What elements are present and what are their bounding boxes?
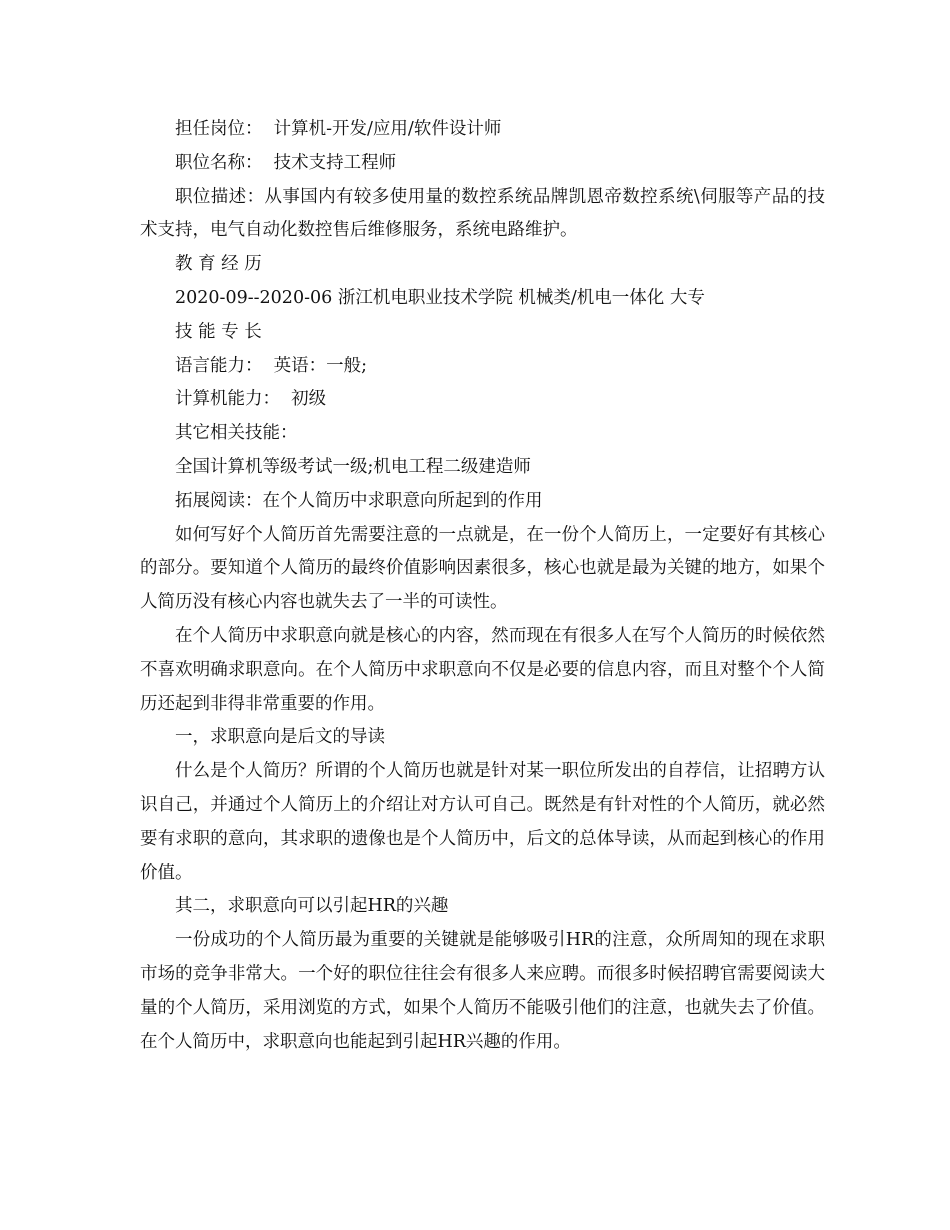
education-entry: 2020-09--2020-06 浙江机电职业技术学院 机械类/机电一体化 大专 [175,287,705,308]
education-heading: 教 育 经 历 [175,254,262,275]
extended-reading-title: 拓展阅读：在个人简历中求职意向所起到的作用 [175,490,543,511]
section-heading-two: 其二，求职意向可以引起HR的兴趣 [175,896,449,917]
document-body [140,113,825,1059]
computer-skill-line: 计算机能力： 初级 [175,389,327,410]
body-paragraph: 如何写好个人简历首先需要注意的一点就是，在一份个人简历上，一定要好有其核心的部分。要知道个人简历的最终价值影响因素很多，核心也就是最为关键的地方，如果个人简历没有核心内容也就失去了一半的可读性。 [140,524,825,613]
body-paragraph: 在个人简历中求职意向就是核心的内容，然而现在有很多人在写个人简历的时候依然不喜欢明确求职意向。在个人简历中求职意向不仅是必要的信息内容，而且对整个个人简历还起到非得非常重要的作用。 [140,625,825,714]
job-description-paragraph: 职位描述：从事国内有较多使用量的数控系统品牌凯恩帝数控系统\伺服等产品的技术支持，电气自动化数控售后维修服务，系统电路维护。 [140,186,825,241]
body-paragraph: 什么是个人简历？所谓的个人简历也就是针对某一职位所发出的自荐信，让招聘方认识自己，并通过个人简历上的介绍让对方认可自己。既然是有针对性的个人简历，就必然要有求职的意向，其求职的遗像也是个人简历中，后文的总体导读，从而起到核心的作用价值。 [140,761,825,883]
section-heading-one: 一，求职意向是后文的导读 [175,727,385,748]
body-paragraph: 一份成功的个人简历最为重要的关键就是能够吸引HR的注意，众所周知的现在求职市场的竞争非常大。一个好的职位往往会有很多人来应聘。而很多时候招聘官需要阅读大量的个人简历，采用浏览的方式，如果个人简历不能吸引他们的注意，也就失去了价值。在个人简历中，求职意向也能起到引起HR兴趣的作用。 [140,930,825,1052]
other-skills-label: 其它相关技能： [175,423,298,444]
other-skills-value: 全国计算机等级考试一级;机电工程二级建造师 [175,456,531,477]
language-skill-line: 语言能力： 英语：一般; [175,355,368,376]
job-title-line: 职位名称： 技术支持工程师 [175,152,397,173]
skills-heading: 技 能 专 长 [175,321,262,342]
job-position-line: 担任岗位： 计算机-开发/应用/软件设计师 [175,119,502,139]
